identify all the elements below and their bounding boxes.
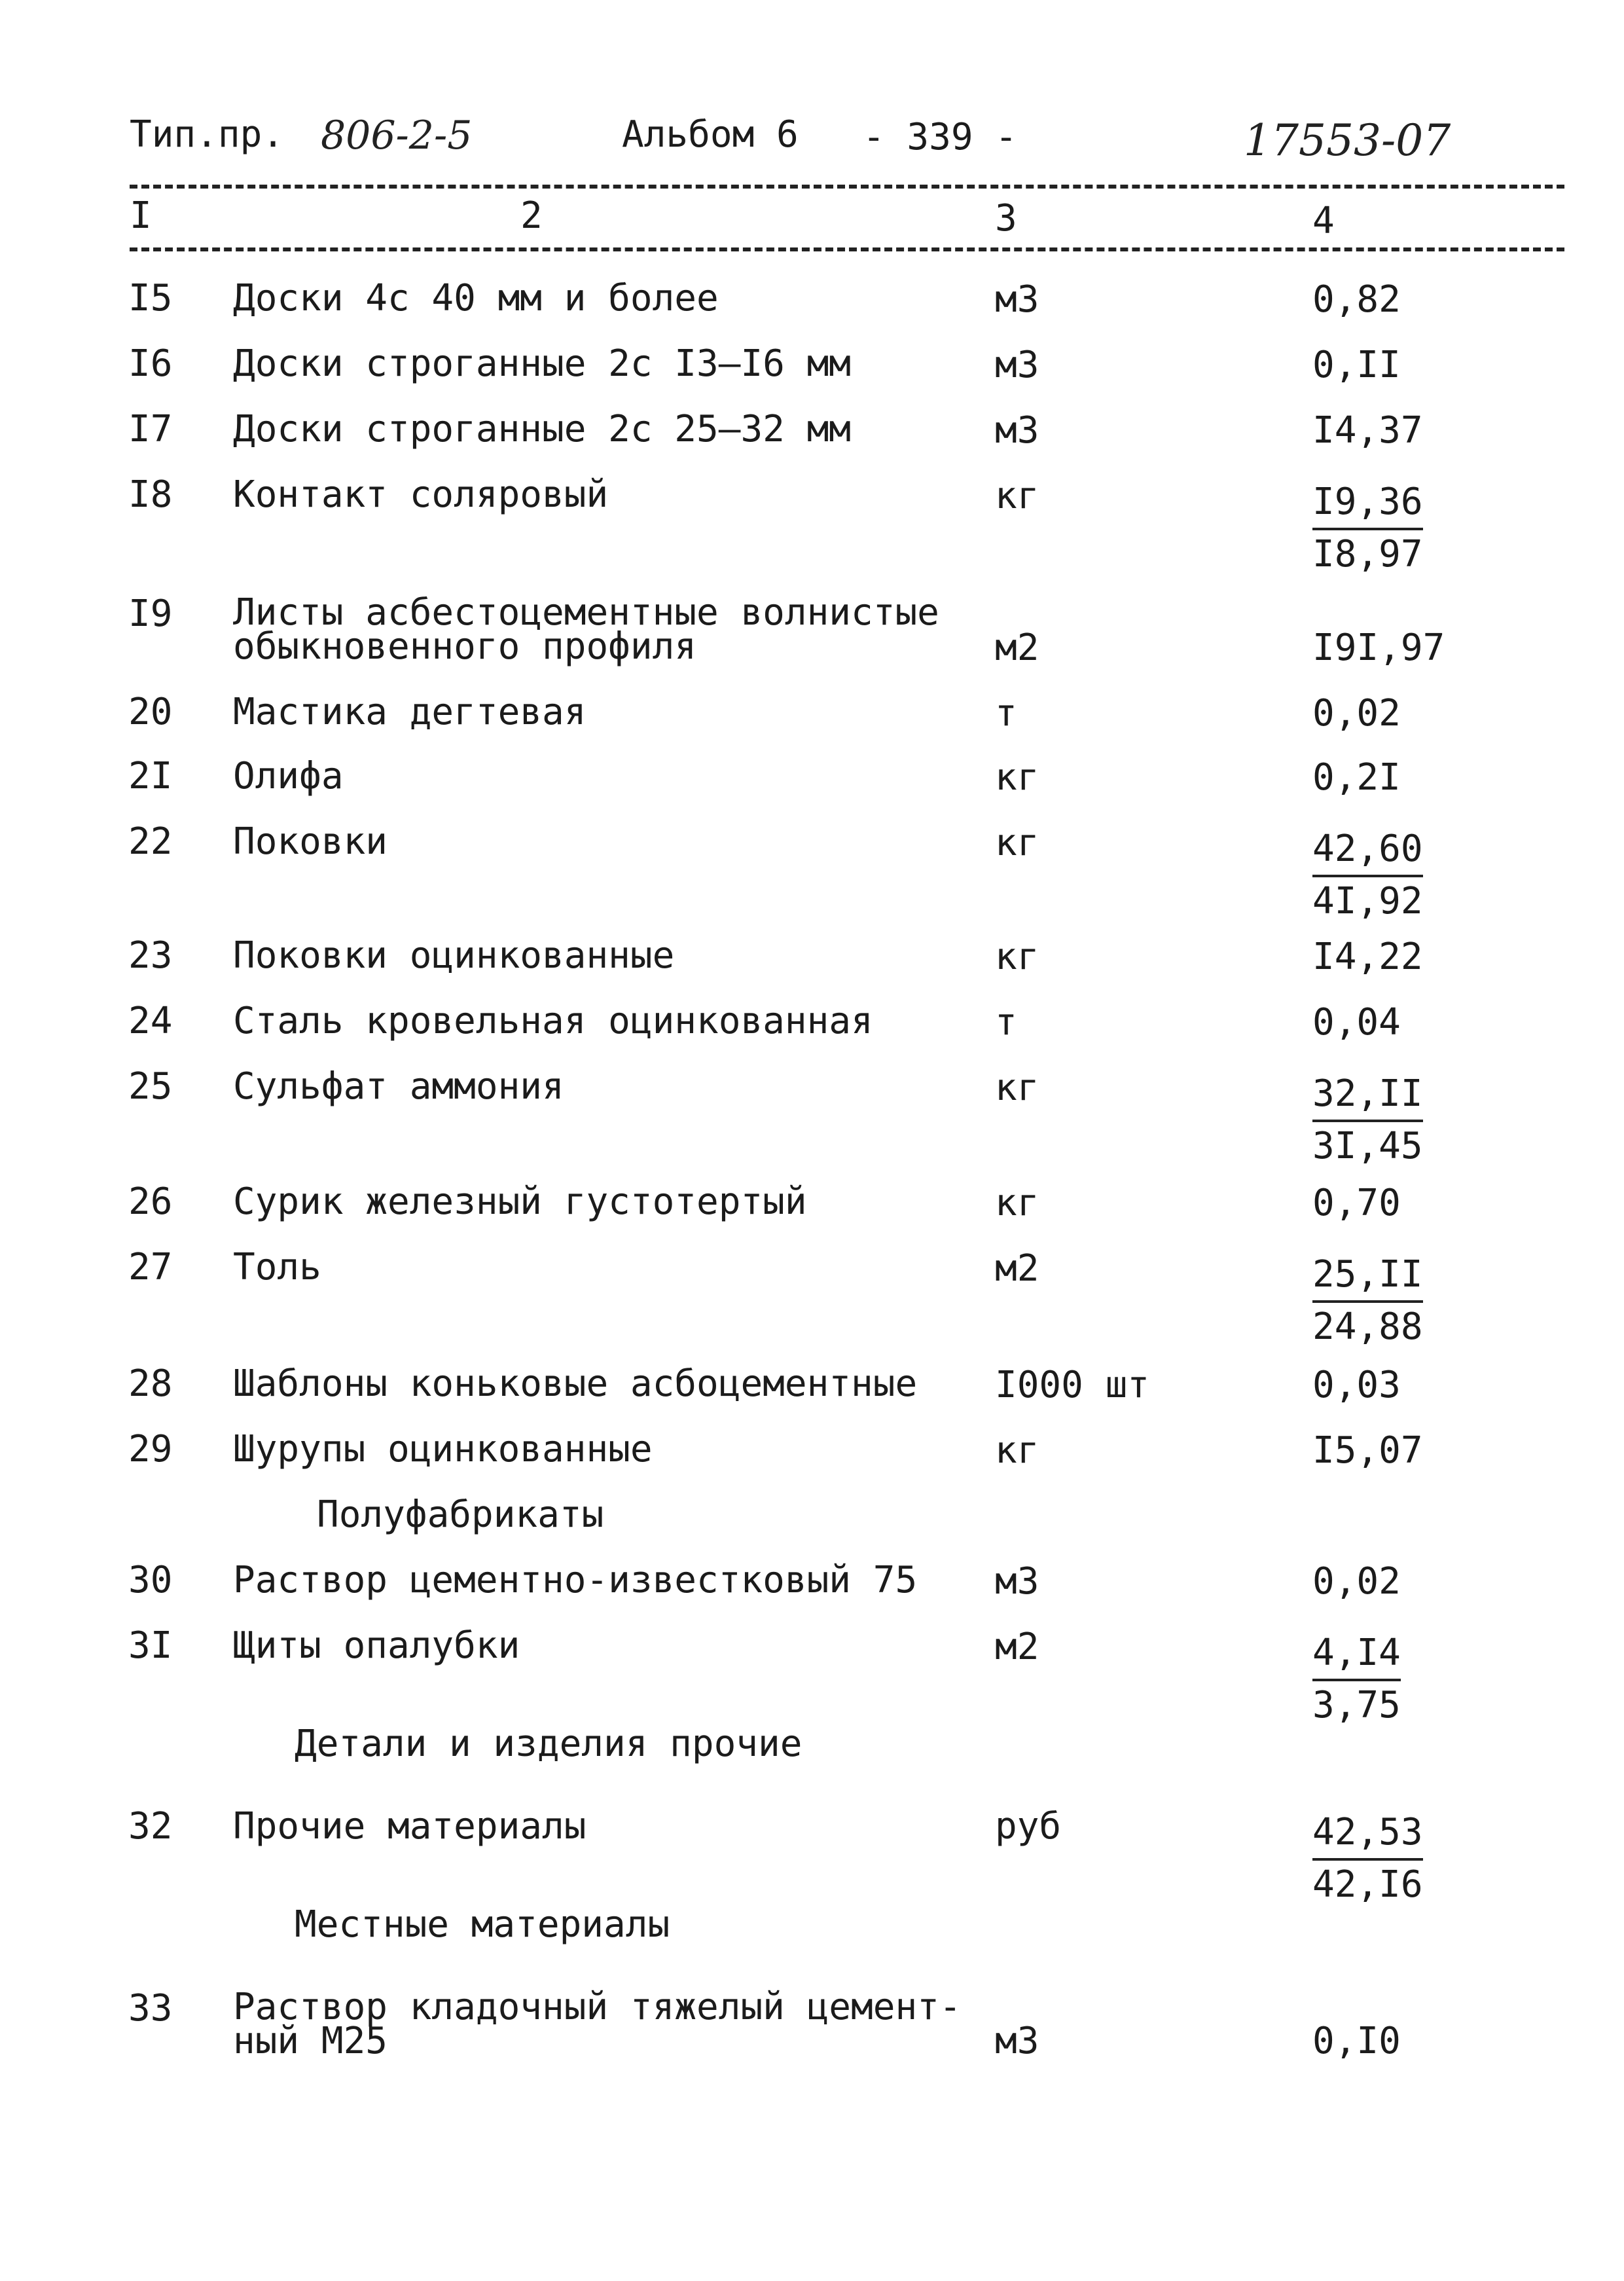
row-name-line: Толь <box>233 1246 321 1288</box>
row-quantity <box>1312 1364 1401 1406</box>
row-unit: кг <box>995 1067 1039 1109</box>
quantity-value: 0,I0 <box>1312 2020 1401 2062</box>
quantity-value: 0,2I <box>1312 756 1401 799</box>
quantity-value-corrected: 4I,92 <box>1312 880 1423 922</box>
row-name <box>233 934 675 977</box>
row-name-line: Олифа <box>233 755 344 797</box>
row-unit: м2 <box>995 627 1039 669</box>
row-quantity <box>1312 692 1401 735</box>
row-quantity <box>1312 825 1423 926</box>
row-name <box>233 820 388 863</box>
quantity-value-original: 42,60 <box>1312 825 1423 877</box>
header-divider-bottom <box>130 247 1564 251</box>
row-name-line: Доски строганные 2с I3–I6 мм <box>233 342 852 385</box>
row-quantity <box>1312 1629 1401 1730</box>
row-name-line: Прочие материалы <box>233 1805 586 1848</box>
row-name-line: Шурупы оцинкованные <box>233 1428 653 1470</box>
row-quantity <box>1312 1182 1401 1224</box>
row-unit: кг <box>995 822 1039 864</box>
row-name-line: Доски строганные 2с 25–32 мм <box>233 408 852 450</box>
section-heading-other-parts: Детали и изделия прочие <box>295 1723 803 1765</box>
row-name <box>233 1624 520 1667</box>
row-name-line: Шаблоны коньковые асбоцементные <box>233 1362 918 1405</box>
quantity-value-corrected: 3I,45 <box>1312 1125 1423 1167</box>
quantity-value-original: 42,53 <box>1312 1808 1423 1861</box>
section-heading-local-materials: Местные материалы <box>295 1903 670 1946</box>
quantity-value-corrected: 42,I6 <box>1312 1863 1423 1906</box>
row-number: 26 <box>128 1180 173 1223</box>
row-quantity <box>1312 627 1445 669</box>
row-name-line: Сульфат аммония <box>233 1065 564 1108</box>
quantity-value-original: 25,II <box>1312 1250 1423 1303</box>
row-quantity <box>1312 1250 1423 1351</box>
row-name-line: Раствор кладочный тяжелый цемент- <box>233 1986 962 2028</box>
row-quantity <box>1312 344 1401 386</box>
row-number: 29 <box>128 1428 173 1470</box>
row-quantity <box>1312 756 1401 799</box>
document-number-handwritten: 17553-07 <box>1244 115 1451 166</box>
row-number: I9 <box>128 593 173 635</box>
project-number-handwritten: 806-2-5 <box>321 113 473 158</box>
row-quantity <box>1312 936 1423 978</box>
row-unit: м2 <box>995 1626 1039 1668</box>
row-name <box>233 591 939 668</box>
row-name-line: обыкновенного профиля <box>233 625 697 668</box>
column-header-4: 4 <box>1312 200 1335 242</box>
row-name <box>233 277 719 319</box>
row-number: 30 <box>128 1559 173 1601</box>
column-header-3: 3 <box>995 197 1017 240</box>
row-unit: кг <box>995 1182 1039 1224</box>
row-name-line: ный М25 <box>233 2020 388 2062</box>
quantity-value: I4,22 <box>1312 936 1423 978</box>
row-unit: м3 <box>995 344 1039 386</box>
row-name <box>233 342 852 385</box>
row-name <box>233 1000 873 1042</box>
row-unit: м2 <box>995 1247 1039 1290</box>
quantity-value-corrected: 24,88 <box>1312 1305 1423 1348</box>
row-name <box>233 473 609 516</box>
quantity-value: 0,04 <box>1312 1001 1401 1044</box>
row-quantity <box>1312 478 1423 579</box>
row-quantity <box>1312 1070 1423 1171</box>
row-number: 28 <box>128 1362 173 1405</box>
quantity-value: I9I,97 <box>1312 627 1445 669</box>
row-name <box>233 755 344 797</box>
quantity-value: I4,37 <box>1312 409 1423 452</box>
row-name-line: Сурик железный густотертый <box>233 1180 807 1223</box>
row-unit: кг <box>995 756 1039 799</box>
row-number: 23 <box>128 934 173 977</box>
row-name-line: Поковки оцинкованные <box>233 934 675 977</box>
row-number: 25 <box>128 1065 173 1108</box>
row-name <box>233 1246 321 1288</box>
row-name <box>233 1065 564 1108</box>
row-name <box>233 1428 653 1470</box>
row-number: 33 <box>128 1987 173 2030</box>
album-label: Альбом 6 <box>622 113 799 156</box>
row-name <box>233 1805 586 1848</box>
row-name <box>233 408 852 450</box>
quantity-value: 0,II <box>1312 344 1401 386</box>
quantity-value: I5,07 <box>1312 1429 1423 1472</box>
row-name-line: Раствор цементно-известковый 75 <box>233 1559 918 1601</box>
quantity-value: 0,70 <box>1312 1182 1401 1224</box>
row-unit: т <box>995 692 1017 735</box>
row-quantity <box>1312 2020 1401 2062</box>
row-quantity <box>1312 1001 1401 1044</box>
row-number: I6 <box>128 342 173 385</box>
quantity-value: 0,02 <box>1312 1560 1401 1603</box>
row-name-line: Листы асбестоцементные волнистые <box>233 591 939 634</box>
row-number: 3I <box>128 1624 173 1667</box>
quantity-value-corrected: 3,75 <box>1312 1684 1401 1726</box>
row-unit: кг <box>995 475 1039 517</box>
quantity-value-original: 4,I4 <box>1312 1629 1401 1681</box>
row-unit: кг <box>995 936 1039 978</box>
row-name-line: Щиты опалубки <box>233 1624 520 1667</box>
row-name <box>233 1180 807 1223</box>
row-number: 22 <box>128 820 173 863</box>
row-unit: т <box>995 1001 1017 1044</box>
row-quantity <box>1312 1808 1423 1909</box>
row-number: 32 <box>128 1805 173 1848</box>
header-prefix: Тип.пр. <box>130 113 285 156</box>
row-unit: м3 <box>995 2020 1039 2062</box>
row-name-line: Доски 4с 40 мм и более <box>233 277 719 319</box>
row-quantity <box>1312 1560 1401 1603</box>
quantity-value-original: I9,36 <box>1312 478 1423 530</box>
column-header-2: 2 <box>520 194 543 237</box>
quantity-value-original: 32,II <box>1312 1070 1423 1122</box>
page-number: - 339 - <box>863 116 1018 158</box>
row-number: 24 <box>128 1000 173 1042</box>
header-divider-top <box>130 185 1564 189</box>
row-name-line: Поковки <box>233 820 388 863</box>
quantity-value: 0,03 <box>1312 1364 1401 1406</box>
row-number: 2I <box>128 755 173 797</box>
row-name-line: Мастика дегтевая <box>233 691 586 733</box>
row-number: I7 <box>128 408 173 450</box>
column-header-1: I <box>130 194 152 237</box>
row-number: 20 <box>128 691 173 733</box>
row-name-line: Сталь кровельная оцинкованная <box>233 1000 873 1042</box>
quantity-value-corrected: I8,97 <box>1312 533 1423 575</box>
row-quantity <box>1312 278 1401 321</box>
row-name <box>233 1559 918 1601</box>
row-number: 27 <box>128 1246 173 1288</box>
row-name <box>233 691 586 733</box>
section-heading-semi-finished: Полуфабрикаты <box>317 1493 604 1536</box>
quantity-value: 0,02 <box>1312 692 1401 735</box>
row-unit: руб <box>995 1805 1062 1848</box>
quantity-value: 0,82 <box>1312 278 1401 321</box>
row-unit: кг <box>995 1429 1039 1472</box>
row-unit: м3 <box>995 278 1039 321</box>
row-unit: м3 <box>995 409 1039 452</box>
row-quantity <box>1312 1429 1423 1472</box>
row-number: I8 <box>128 473 173 516</box>
row-name <box>233 1986 962 2062</box>
row-quantity <box>1312 409 1423 452</box>
row-name-line: Контакт соляровый <box>233 473 609 516</box>
row-number: I5 <box>128 277 173 319</box>
row-name <box>233 1362 918 1405</box>
row-unit: м3 <box>995 1560 1039 1603</box>
row-unit: I000 шт <box>995 1364 1150 1406</box>
